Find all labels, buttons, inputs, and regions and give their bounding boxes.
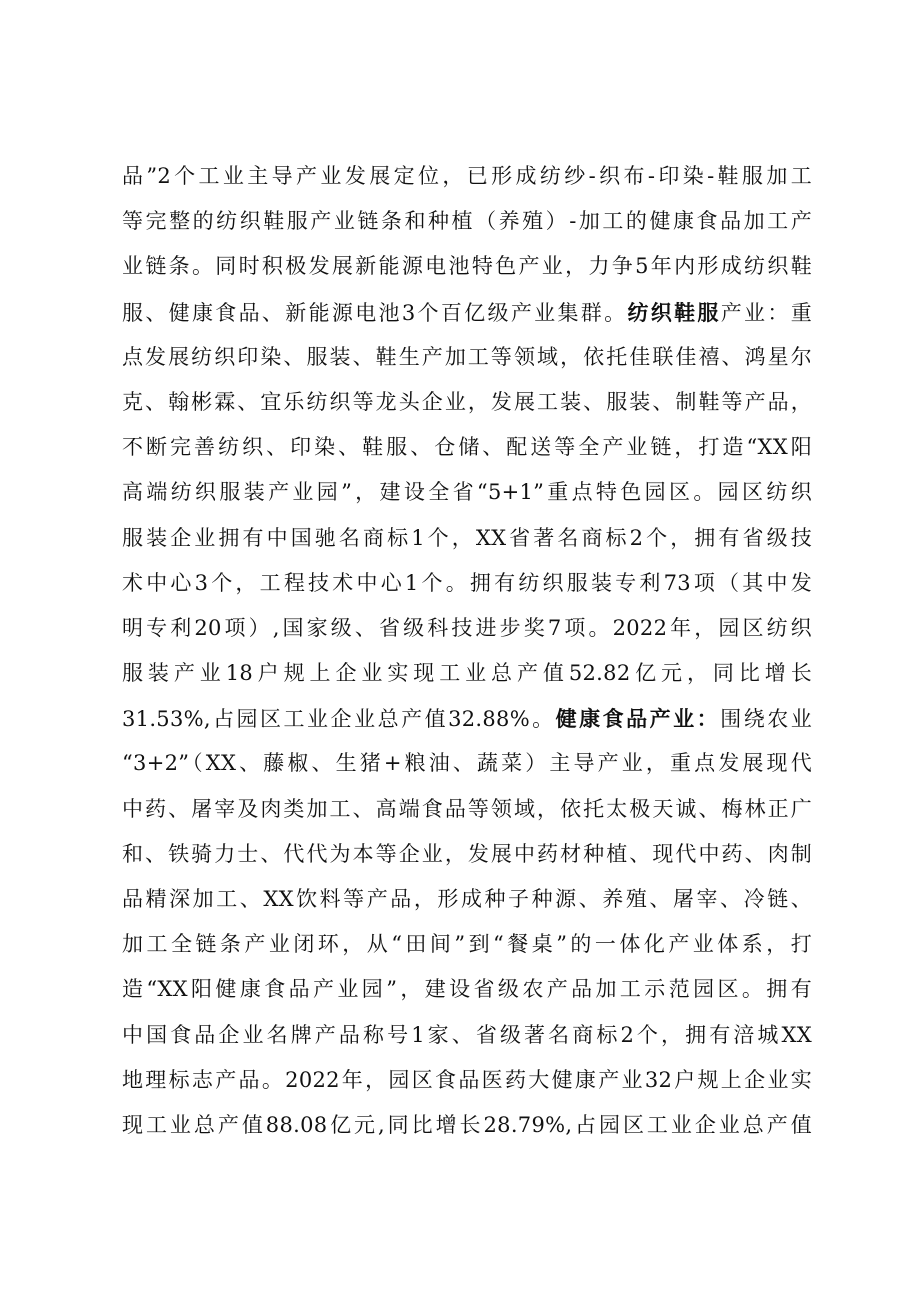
text-line xyxy=(122,787,812,832)
text-run: 不断完善纺织、印染、鞋服、仓储、配送等全产业链，打造“XX阳 xyxy=(122,435,812,460)
text-line xyxy=(122,741,812,786)
text-line xyxy=(122,1058,812,1103)
text-line xyxy=(122,516,812,561)
text-line xyxy=(122,199,812,244)
text-run: 服装产业18户规上企业实现工业总产值52.82亿元，同比增长 xyxy=(122,661,812,686)
text-run: 服、健康食品、新能源电池3个百亿级产业集群。 xyxy=(122,300,628,325)
text-run: 和、铁骑力士、代代为本等企业，发展中药材种植、现代中药、肉制 xyxy=(122,841,812,866)
text-line xyxy=(122,244,812,289)
text-run: 品”2个工业主导产业发展定位，已形成纺纱-织布-印染-鞋服加工 xyxy=(122,164,812,188)
text-run: 术中心3个，工程技术中心1个。拥有纺织服装专利73项（其中发 xyxy=(122,570,812,595)
text-line xyxy=(122,470,812,515)
text-run: 中药、屠宰及肉类加工、高端食品等领域，依托太极天诚、梅林正广 xyxy=(122,796,812,821)
text-line xyxy=(122,877,812,922)
text-run: 地理标志产品。2022年，园区食品医药大健康产业32户规上企业实 xyxy=(122,1067,812,1092)
text-line xyxy=(122,290,812,335)
text-line xyxy=(122,335,812,380)
text-run: 31.53%,占园区工业企业总产值32.88%。 xyxy=(122,707,556,732)
text-run: 品精深加工、XX饮料等产品，形成种子种源、养殖、屠宰、冷链、 xyxy=(122,887,812,911)
text-line xyxy=(122,1103,812,1148)
text-run: 产业：重 xyxy=(720,300,812,325)
text-run: 业链条。同时积极发展新能源电池特色产业，力争5年内形成纺织鞋 xyxy=(122,254,812,279)
text-run: 造“XX阳健康食品产业园”，建设省级农产品加工示范园区。拥有 xyxy=(122,977,812,1002)
text-line xyxy=(122,561,812,606)
text-run: 明专利20项）,国家级、省级科技进步奖7项。2022年，园区纺织 xyxy=(122,615,812,640)
text-run: 现工业总产值88.08亿元,同比增长28.79%,占园区工业企业总产值 xyxy=(122,1112,812,1137)
text-line xyxy=(122,696,812,741)
text-run: 等完整的纺织鞋服产业链条和种植（养殖）-加工的健康食品加工产 xyxy=(122,209,812,234)
text-run: 点发展纺织印染、服装、鞋生产加工等领域，依托佳联佳禧、鸿星尔 xyxy=(122,344,812,369)
text-line xyxy=(122,425,812,470)
bold-heading-run: 健康食品产业： xyxy=(555,706,721,732)
text-line xyxy=(122,154,812,199)
text-run: “3+2”（XX、藤椒、生猪+粮油、蔬菜）主导产业，重点发展现代 xyxy=(122,751,812,776)
text-run: 加工全链条产业闭环，从“田间”到“餐桌”的一体化产业体系，打 xyxy=(122,932,812,957)
text-line xyxy=(122,967,812,1012)
text-run: 服装企业拥有中国驰名商标1个，XX省著名商标2个，拥有省级技 xyxy=(122,525,812,550)
body-paragraph xyxy=(122,154,812,1148)
text-run: 围绕农业 xyxy=(720,707,812,732)
text-run: 中国食品企业名牌产品称号1家、省级著名商标2个，拥有涪城XX xyxy=(122,1022,812,1047)
text-run: 克、翰彬霖、宜乐纺织等龙头企业，发展工装、服装、制鞋等产品， xyxy=(122,389,812,414)
text-line xyxy=(122,651,812,696)
text-line xyxy=(122,922,812,967)
text-line xyxy=(122,1013,812,1058)
bold-heading-run: 纺织鞋服 xyxy=(627,299,721,325)
text-line xyxy=(122,832,812,877)
text-run: 高端纺织服装产业园”，建设全省“5+1”重点特色园区。园区纺织 xyxy=(122,480,812,505)
text-line xyxy=(122,606,812,651)
text-line xyxy=(122,380,812,425)
